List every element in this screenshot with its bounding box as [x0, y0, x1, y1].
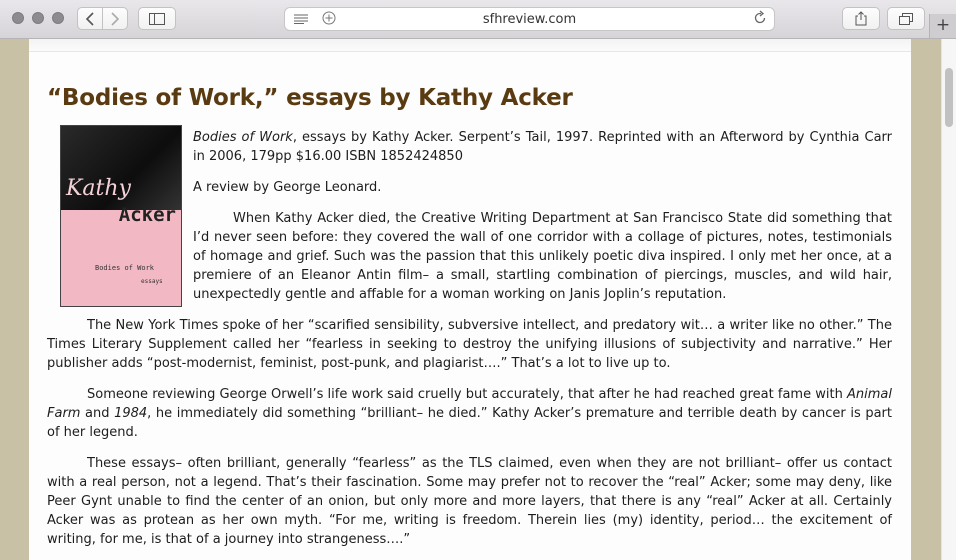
close-window-button[interactable]: [12, 12, 24, 24]
article: [47, 85, 892, 560]
cover-book-title: Bodies of Work: [95, 264, 155, 272]
minimize-window-button[interactable]: [32, 12, 44, 24]
citation: Bodies of Work, essays by Kathy Acker. Serpent’s Tail, 1997. Reprinted with an Afterword by Cynthia Carr in 2006, 179pp $16.00 ISBN 1852424850: [193, 130, 892, 164]
paragraph-4: These essays– often brilliant, generally “fearless” as the TLS claimed, even when they are not brilliant– offer us contact with a real person, not a legend. That’s their fascination. Some may prefer not to recover the “real” Acker; some may deny, like Peer Gynt unable to find the center of an onion, but only more and more layers, that there is any “real” Acker at all. Certainly Acker was as protean as her own myth. “For me, writing is freedom. Therein lies (my) identity, period… the excitement of writing, for me, is that of a journey into strangeness….”: [47, 456, 892, 547]
cover-author-first: Kathy: [66, 176, 131, 201]
reload-icon[interactable]: [753, 10, 767, 30]
share-button[interactable]: [842, 7, 880, 30]
browser-toolbar: [0, 0, 956, 39]
book-cover-image: [60, 125, 182, 307]
plus-icon: +: [935, 15, 951, 35]
tabs-icon: [899, 13, 913, 25]
sidebar-icon: [149, 13, 165, 25]
scrollbar[interactable]: [941, 39, 956, 560]
byline: A review by George Leonard.: [193, 180, 382, 195]
share-icon: [855, 11, 867, 26]
address-bar[interactable]: [284, 7, 775, 31]
scrollbar-thumb[interactable]: [945, 68, 953, 127]
page-content: [29, 39, 911, 560]
new-tab-button[interactable]: [929, 14, 956, 38]
forward-button[interactable]: [102, 7, 128, 30]
intro-block: [193, 128, 892, 304]
chevron-right-icon: [110, 12, 120, 26]
paragraph-1: When Kathy Acker died, the Creative Writing Department at San Francisco State did something that I’d never seen before: they covered the wall of one corridor with a collage of pictures, notes, testimonials of homage and grief. Such was the passion that this unlikely poetic diva inspired. I only met her once, at a premiere of an Eleanor Antin film– a small, startling combination of piercings, muscles, and wild hair, unexpectedly gentle and affable for a woman working on Janis Joplin’s reputation.: [193, 211, 892, 302]
body-block: [47, 316, 892, 549]
page-top-band: [29, 39, 911, 52]
article-title: “Bodies of Work,” essays by Kathy Acker: [47, 85, 573, 111]
citation-title: Bodies of Work: [193, 130, 293, 145]
chevron-left-icon: [85, 12, 95, 26]
back-button[interactable]: [77, 7, 103, 30]
paragraph-3: Someone reviewing George Orwell’s life work said cruelly but accurately, that after he had reached great fame with Animal Farm and 1984, he immediately did something “brilliant– he died.” Kathy Acker’s premature and terrible death by cancer is part of her legend.: [47, 387, 892, 440]
tabs-button[interactable]: [887, 7, 925, 30]
url-text: sfhreview.com: [482, 12, 577, 27]
zoom-window-button[interactable]: [52, 12, 64, 24]
cover-subtitle: essays: [141, 278, 163, 285]
paragraph-2: The New York Times spoke of her “scarified sensibility, subversive intellect, and predatory wit… a writer like no other.” The Times Literary Supplement called her “fearless in seeking to destroy the unifying illusions of subjectivity and narrative.” Her publisher adds “post-modernist, feminist, post-punk, and plagiarist….” That’s a lot to live up to.: [47, 318, 892, 371]
sidebar-button[interactable]: [138, 7, 176, 30]
web-viewport: [0, 39, 956, 560]
cover-author-last: Acker: [118, 204, 176, 226]
